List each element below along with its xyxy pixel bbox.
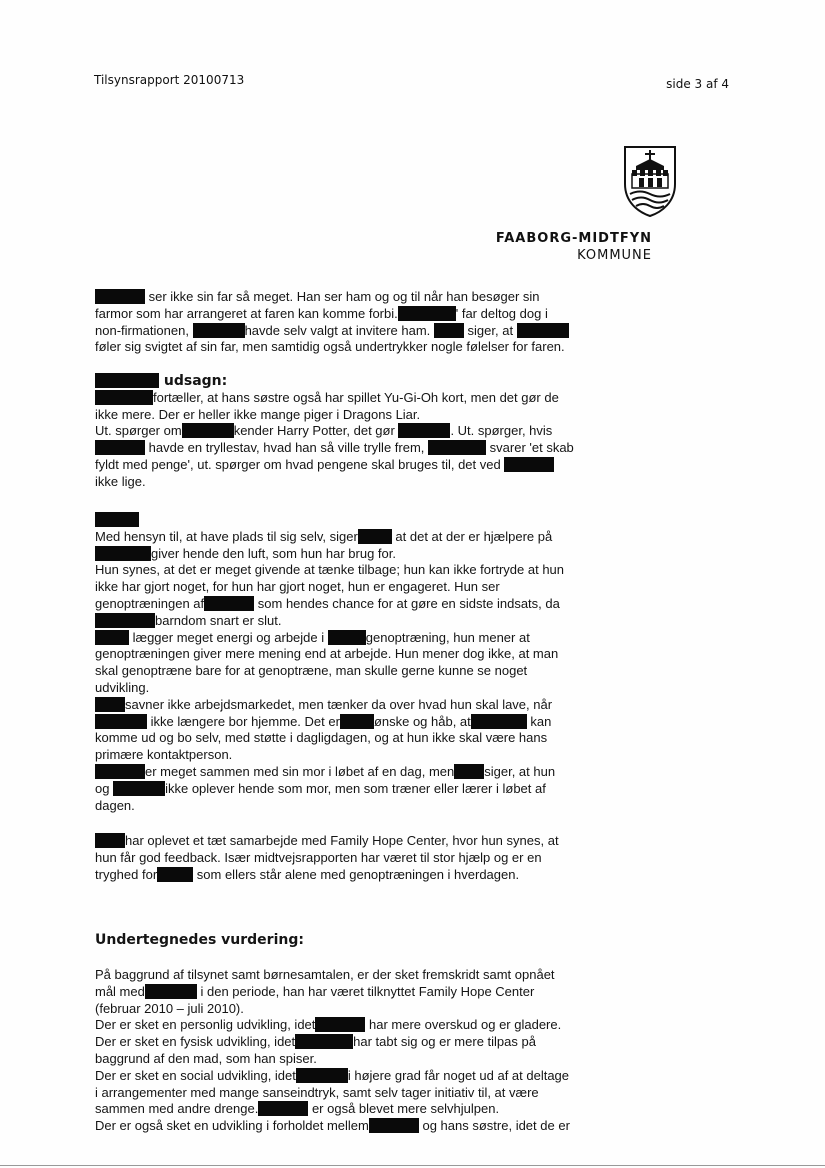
redaction-bar [95,440,145,455]
org-name-line2: KOMMUNE [577,248,652,263]
text-span: Der er også sket en udvikling i forholdet mellem [95,1118,369,1134]
redaction-bar [95,764,145,779]
text-line [95,474,615,491]
text-span: svarer 'et skab [489,440,574,456]
text-line [95,1118,615,1135]
text-line [95,1101,615,1118]
redaction-bar [95,714,147,729]
text-line [95,457,615,474]
report-title: Tilsynsrapport 20100713 [94,73,245,87]
text-line [95,423,615,440]
text-line [95,697,615,714]
text-span: non-firmationen, [95,322,189,338]
text-span: fyldt med penge', ut. spørger om hvad pengene skal bruges til, det ved [95,456,501,472]
redaction-bar [398,423,450,438]
redaction-bar [398,306,456,321]
text-span: komme ud og bo selv, med støtte i dagligdagen, og at hun ikke skal være hans [95,730,548,746]
text-span: (februar 2010 – juli 2010). [95,1000,244,1016]
text-line [95,1001,615,1018]
section-father [95,289,615,356]
text-span: som ellers står alene med genoptræningen i hverdagen. [196,866,520,882]
text-span: føler sig svigtet af sin far, men samtidig også undertrykker nogle følelser for faren. [95,339,565,355]
text-span: genoptræningen giver mere mening end at arbejde. Hun mener dog ikke, at man [95,646,559,662]
text-line [95,289,615,306]
text-line [95,1051,615,1068]
text-span: i den periode, han har været tilknyttet Family Hope Center [200,983,535,999]
redaction-bar [95,289,145,304]
redaction-bar [95,833,125,848]
text-span: genoptræningen af [95,595,205,611]
municipal-coat-of-arms-icon [622,144,678,218]
text-line [95,663,615,680]
text-span: i højere grad får noget ud af at deltage [347,1067,570,1083]
text-span: og hans søstre, idet de er [422,1118,570,1134]
text-span: Der er sket en personlig udvikling, idet [95,1017,316,1033]
redaction-bar [258,1101,308,1116]
redaction-bar [471,714,527,729]
text-line [95,306,615,323]
redaction-bar [296,1068,348,1083]
text-span: er meget sammen med sin mor i løbet af en dag, men [145,763,455,779]
text-line [95,833,615,850]
text-span: ' far deltog dog i [455,305,548,321]
text-line [95,390,615,407]
text-span: ikke lige. [95,473,146,489]
text-line [95,714,615,731]
text-line [95,630,615,647]
text-span: På baggrund af tilsynet samt børnesamtalen, er der sket fremskridt samt opnået [95,967,555,982]
text-span: barndom snart er slut. [155,612,282,628]
text-span: primære kontaktperson. [95,747,233,763]
redaction-bar [204,596,254,611]
text-span: kan [530,713,552,729]
text-span: Med hensyn til, at have plads til sig selv, siger [95,528,358,544]
text-line [95,730,615,747]
page-number: side 3 af 4 [666,77,729,91]
text-line [95,764,615,781]
redaction-bar [369,1118,419,1133]
redaction-bar [517,323,569,338]
text-span: tryghed for [95,866,158,882]
text-span: Hun synes, at det er meget givende at tænke tilbage; hun kan ikke fortryde at hun [95,562,565,578]
text-line [95,1085,615,1102]
redaction-bar [145,984,197,999]
text-line [95,579,615,596]
text-span: Der er sket en social udvikling, idet [95,1067,296,1083]
text-line [95,984,615,1001]
redaction-bar [157,867,193,882]
text-span: dagen. [95,797,135,813]
text-span: havde selv valgt at invitere ham. [244,322,431,338]
text-line [95,339,615,356]
text-span: lægger meget energi og arbejde i [132,629,325,645]
text-span: ikke længere bor hjemme. Det er [150,713,340,729]
text-span: savner ikke arbejdsmarkedet, men tænker da over hvad hun skal lave, når [125,696,553,712]
section-heading: Undertegnedes vurdering: [95,932,304,948]
text-line [95,562,615,579]
text-line [95,440,615,457]
text-span: som hendes chance for at gøre en sidste indsats, da [257,595,560,611]
text-span: mål med [95,983,145,999]
text-line [95,747,615,764]
text-span: at det at der er hjælpere på [395,528,553,544]
text-span: er også blevet mere selvhjulpen. [311,1101,500,1117]
redaction-bar [434,323,464,338]
text-span: baggrund af den mad, som han spiser. [95,1050,317,1066]
text-span: . Ut. spørger, hvis [450,423,553,439]
org-name-line1: FAABORG-MIDTFYN [495,231,652,246]
text-span: har mere overskud og er gladere. [369,1017,562,1033]
text-line [95,596,615,613]
text-span: hun får god feedback. Især midtvejsrapporten har været til stor hjælp og er en [95,849,542,865]
text-span: Ut. spørger om [95,423,182,439]
text-span: siger, at [467,322,514,338]
section-assessment [95,932,615,949]
page-bottom-edge [0,1165,825,1166]
section-mother [95,512,615,814]
redaction-bar [95,613,155,628]
redaction-bar [340,714,374,729]
text-span: ikke oplever hende som mor, men som træner eller lærer i løbet af [165,780,546,796]
section-heading [95,373,615,390]
text-line [95,850,615,867]
redaction-bar [95,546,151,561]
text-span: sammen med andre drenge. [95,1101,259,1117]
text-line [95,1017,615,1034]
text-span: har oplevet et tæt samarbejde med Family Hope Center, hvor hun synes, at [125,833,559,848]
text-line [95,867,615,884]
redaction-bar [113,781,165,796]
text-span: og [95,780,110,796]
text-line [95,680,615,697]
heading-text: udsagn: [163,373,228,389]
text-span: Der er sket en fysisk udvikling, idet [95,1034,296,1050]
text-span: ser ikke sin far så meget. Han ser ham og og til når han besøger sin [148,289,540,304]
redaction-bar [95,390,153,405]
redaction-bar [315,1017,365,1032]
text-span: skal genoptræne bare for at genoptræne, man skulle gerne kunne se noget [95,663,528,679]
text-span: giver hende den luft, som hun har brug for. [151,545,396,561]
text-span: ikke har gjort noget, for hun har gjort noget, hun er engageret. Hun ser [95,579,500,595]
redaction-bar [504,457,554,472]
text-line [95,407,615,424]
redaction-bar [95,512,139,527]
redaction-bar [358,529,392,544]
redaction-bar [454,764,484,779]
text-span: fortæller, at hans søstre også har spillet Yu-Gi-Oh kort, men det gør de [153,389,559,405]
text-line [95,781,615,798]
text-span: udvikling. [95,679,150,695]
text-line [95,798,615,815]
text-line [95,613,615,630]
text-span: farmor som har arrangeret at faren kan komme forbi. [95,305,398,321]
section-statements [95,373,615,491]
text-line [95,512,615,529]
text-line [95,546,615,563]
text-span: ikke mere. Der er heller ikke mange piger i Dragons Liar. [95,406,421,422]
text-line [95,967,615,984]
text-span: genoptræning, hun mener at [365,629,530,645]
text-span: i arrangementer med mange sanseindtryk, samt selv tager initiativ til, at være [95,1084,539,1100]
text-line [95,1068,615,1085]
redaction-bar [328,630,366,645]
redaction-bar [295,1034,353,1049]
redaction-bar [182,423,234,438]
text-span: ønske og håb, at [373,713,471,729]
section-collaboration [95,833,615,883]
text-span: siger, at hun [484,763,556,779]
text-span: har tabt sig og er mere tilpas på [353,1034,536,1050]
text-line [95,646,615,663]
redaction-bar [428,440,486,455]
text-span: kender Harry Potter, det gør [233,423,395,439]
text-span: havde en tryllestav, hvad han så ville trylle frem, [148,440,425,456]
text-line [95,1034,615,1051]
redaction-bar [95,630,129,645]
redaction-bar [95,373,159,388]
assessment-body [95,967,615,1135]
text-line [95,529,615,546]
redaction-bar [193,323,245,338]
text-line [95,323,615,340]
redaction-bar [95,697,125,712]
